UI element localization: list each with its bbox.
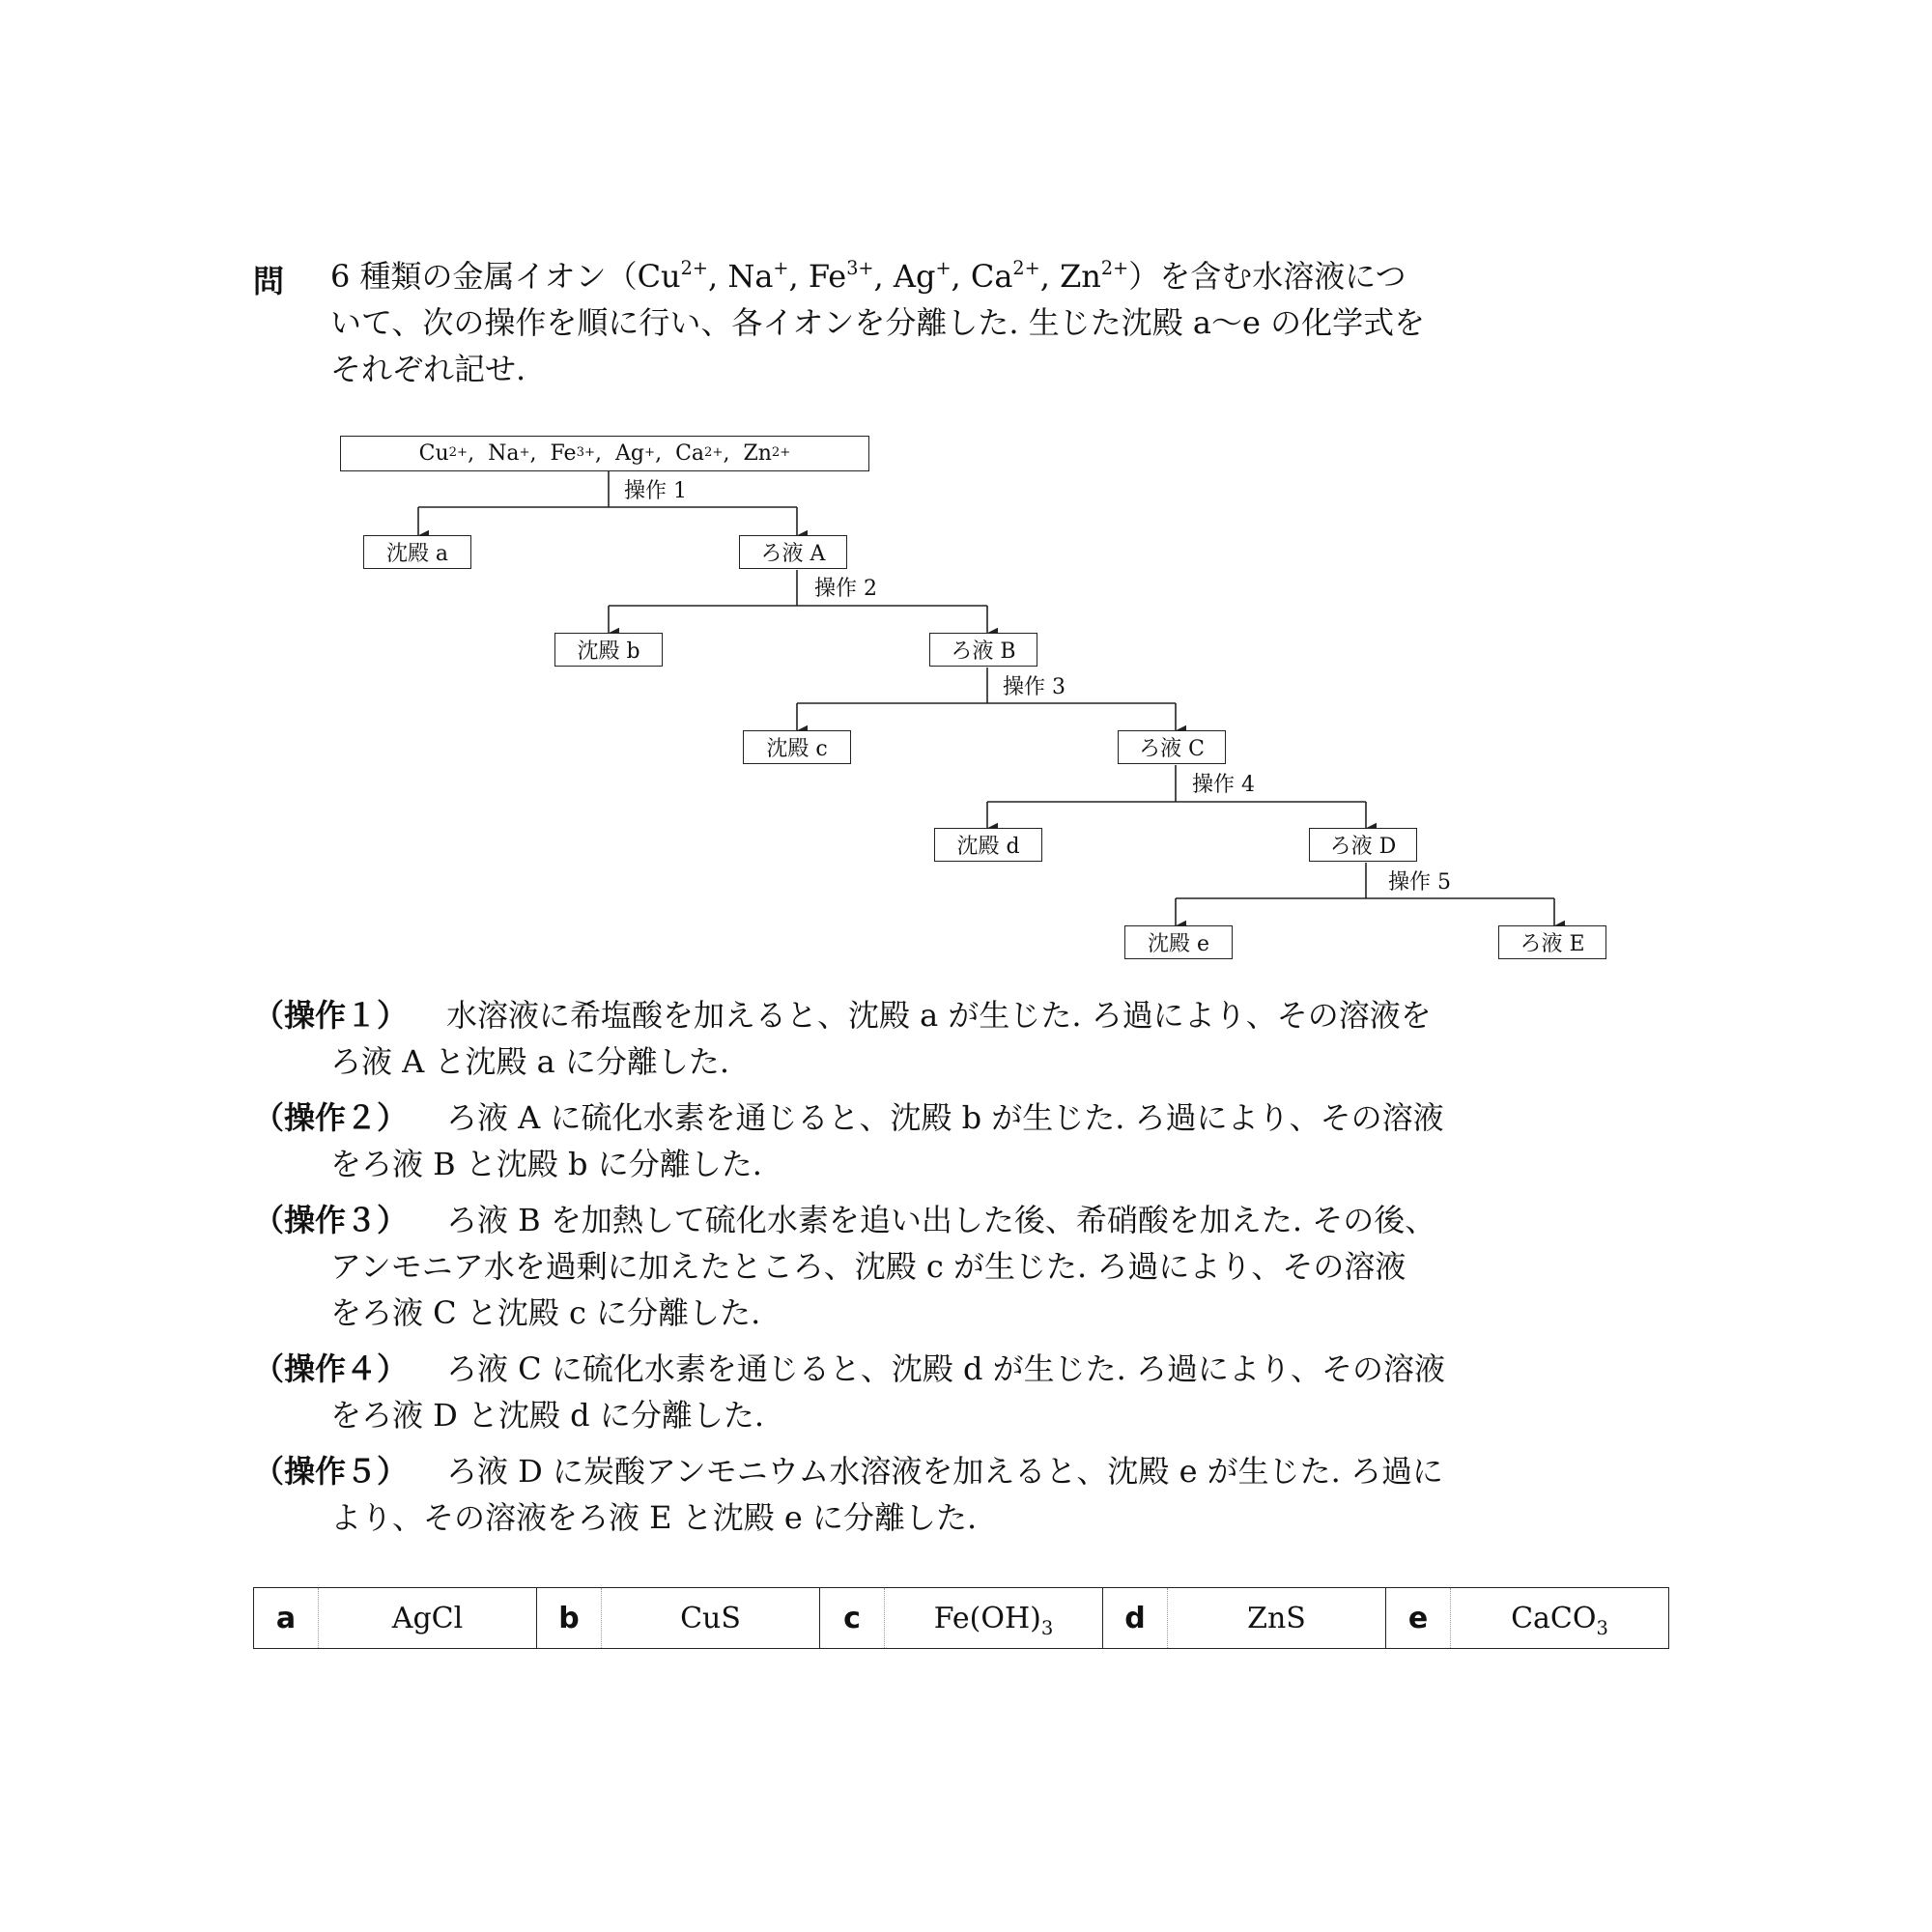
precipitate-c-box: 沈殿 c bbox=[743, 730, 851, 764]
question-line-2: いて、次の操作を順に行い、各イオンを分離した. 生じた沈殿 a〜e の化学式を bbox=[330, 304, 1426, 341]
operation-label: （操作３） bbox=[253, 1202, 409, 1238]
operation-label: （操作２） bbox=[253, 1099, 409, 1136]
question-line-3: それぞれ記せ. bbox=[330, 351, 526, 387]
answer-table bbox=[253, 1587, 1669, 1649]
op3-label: 操作 3 bbox=[1003, 675, 1065, 699]
answer-key-c: c bbox=[820, 1588, 885, 1649]
precipitate-b-box: 沈殿 b bbox=[554, 633, 663, 667]
filtrate-D-box: ろ液 D bbox=[1309, 828, 1417, 862]
answer-formula-e: CaCO$_3$ bbox=[1451, 1588, 1669, 1649]
answer-key-d: d bbox=[1103, 1588, 1168, 1649]
op2-label: 操作 2 bbox=[814, 577, 877, 601]
initial-ions-box: Cu $^{2+}$ , Na + , Fe $^{3+}$ , Ag + , Ca $^{2+}$ , Zn $^{2+}$ bbox=[340, 436, 869, 471]
precipitate-a-box: 沈殿 a bbox=[363, 535, 471, 569]
filtrate-C-box: ろ液 C bbox=[1118, 730, 1226, 764]
operation-label: （操作１） bbox=[253, 997, 409, 1034]
filtrate-B-box: ろ液 B bbox=[929, 633, 1037, 667]
filtrate-E-box: ろ液 E bbox=[1498, 925, 1606, 959]
precipitate-d-box: 沈殿 d bbox=[934, 828, 1042, 862]
op4-label: 操作 4 bbox=[1192, 773, 1255, 797]
question-mark: 問 bbox=[253, 263, 285, 299]
operations-list bbox=[253, 992, 1702, 1550]
operation-5: （操作５） ろ液 D に炭酸アンモニウム水溶液を加えると、沈殿 e が生じた. ろ過に より、その溶液をろ液 E と沈殿 e に分離した. bbox=[253, 1448, 1702, 1541]
op1-label: 操作 1 bbox=[624, 479, 687, 503]
answer-key-b: b bbox=[537, 1588, 602, 1649]
answer-key-e: e bbox=[1386, 1588, 1451, 1649]
answer-formula-b: CuS bbox=[602, 1588, 820, 1649]
filtrate-A-box: ろ液 A bbox=[739, 535, 847, 569]
operation-label: （操作５） bbox=[253, 1453, 409, 1490]
answer-formula-a: AgCl bbox=[319, 1588, 537, 1649]
operation-2: （操作２） ろ液 A に硫化水素を通じると、沈殿 b が生じた. ろ過により、その溶液 をろ液 B と沈殿 b に分離した. bbox=[253, 1094, 1702, 1187]
operation-3: （操作３） ろ液 B を加熱して硫化水素を追い出した後、希硝酸を加えた. その後、 アンモニア水を過剰に加えたところ、沈殿 c が生じた. ろ過により、その溶液 をろ液 C と沈殿 c に分離した. bbox=[253, 1197, 1702, 1336]
precipitate-e-box: 沈殿 e bbox=[1124, 925, 1233, 959]
operation-1: （操作１） 水溶液に希塩酸を加えると、沈殿 a が生じた. ろ過により、その溶液を ろ液 A と沈殿 a に分離した. bbox=[253, 992, 1702, 1085]
question-line-1: 6 種類の金属イオン（$Cu^{2+}$, Na+, $Fe^{3+}$, Ag+, $Ca^{2+}$, $Zn^{2+}$）を含む水溶液につ bbox=[330, 257, 1406, 295]
answer-key-a: a bbox=[254, 1588, 319, 1649]
answer-formula-c: $Fe(OH)_3$ bbox=[885, 1588, 1103, 1649]
operation-4: （操作４） ろ液 C に硫化水素を通じると、沈殿 d が生じた. ろ過により、その溶液 をろ液 D と沈殿 d に分離した. bbox=[253, 1346, 1702, 1438]
operation-label: （操作４） bbox=[253, 1350, 409, 1387]
op5-label: 操作 5 bbox=[1388, 870, 1451, 895]
answer-formula-d: ZnS bbox=[1168, 1588, 1386, 1649]
